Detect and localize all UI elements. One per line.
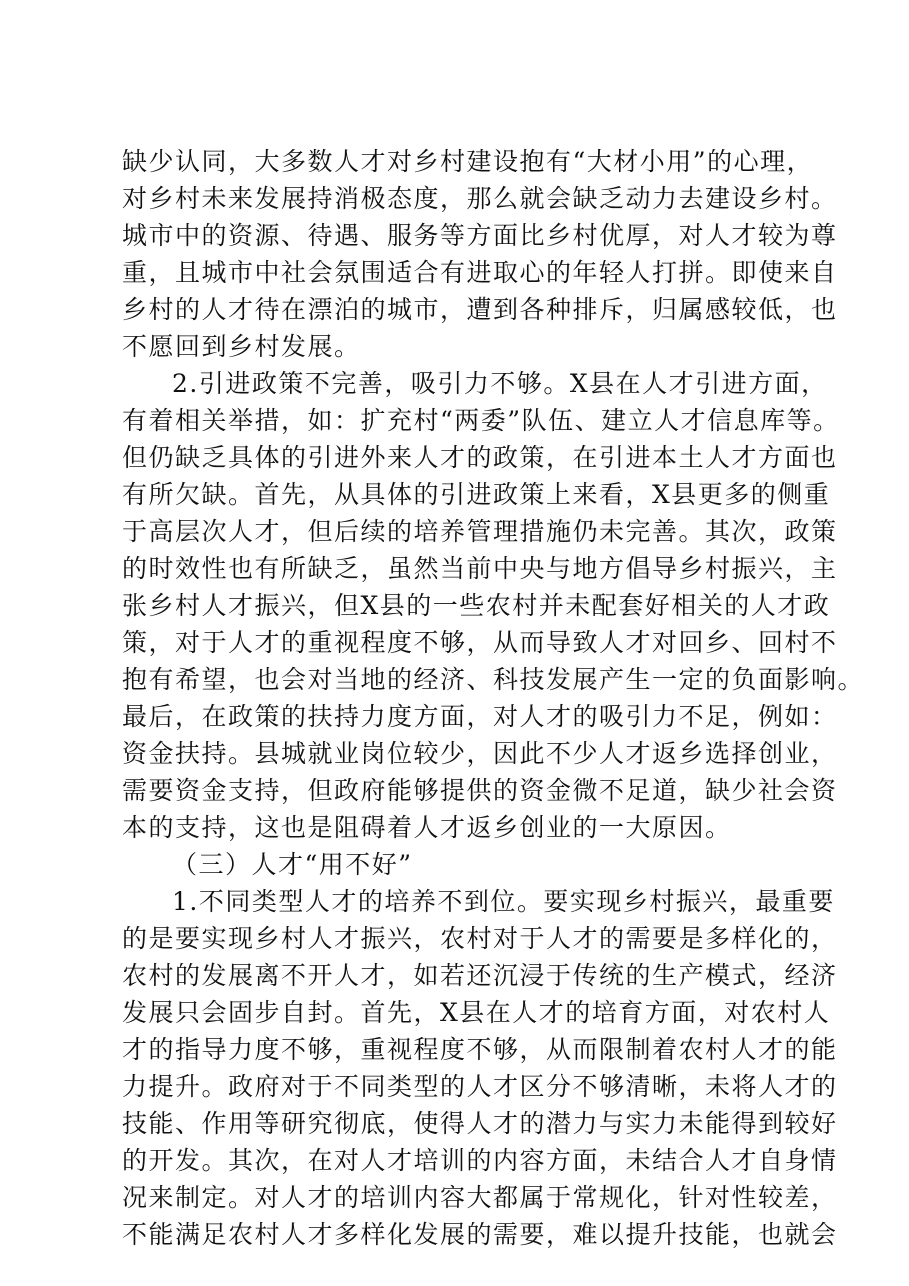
text-line: 对乡村未来发展持消极态度，那么就会缺乏动力去建设乡村。 xyxy=(122,184,838,213)
text-line: 乡村的人才待在漂泊的城市，遭到各种排斥，归属感较低，也 xyxy=(122,295,838,324)
text-line: 才的指导力度不够，重视程度不够，从而限制着农村人才的能 xyxy=(122,1035,838,1064)
text-line: 不能满足农村人才多样化发展的需要，难以提升技能，也就会 xyxy=(122,1220,838,1249)
text-line: 但仍缺乏具体的引进外来人才的政策，在引进本土人才方面也 xyxy=(122,443,838,472)
text-line: 需要资金支持，但政府能够提供的资金微不足道，缺少社会资 xyxy=(122,776,838,805)
body-text xyxy=(122,143,865,1253)
text-line: 本的支持，这也是阻碍着人才返乡创业的一大原因。 xyxy=(122,813,732,842)
text-line: 策，对于人才的重视程度不够，从而导致人才对回乡、回村不 xyxy=(122,628,838,657)
text-line: 力提升。政府对于不同类型的人才区分不够清晰，未将人才的 xyxy=(122,1072,838,1101)
text-line: 于高层次人才，但后续的培养管理措施仍未完善。其次，政策 xyxy=(122,517,838,546)
text-line: 最后，在政策的扶持力度方面，对人才的吸引力不足，例如： xyxy=(122,702,838,731)
text-line: 2.引进政策不完善，吸引力不够。X县在人才引进方面， xyxy=(172,369,828,398)
text-line: 城市中的资源、待遇、服务等方面比乡村优厚，对人才较为尊 xyxy=(122,221,838,250)
text-line: 有着相关举措，如：扩充村“两委”队伍、建立人才信息库等。 xyxy=(122,406,840,435)
text-line: 农村的发展离不开人才，如若还沉浸于传统的生产模式，经济 xyxy=(122,961,838,990)
text-line: 发展只会固步自封。首先，X县在人才的培育方面，对农村人 xyxy=(122,998,831,1027)
text-line: 抱有希望，也会对当地的经济、科技发展产生一定的负面影响。 xyxy=(122,665,865,694)
text-line: 的是要实现乡村人才振兴，农村对于人才的需要是多样化的， xyxy=(122,924,838,953)
text-line: 1.不同类型人才的培养不到位。要实现乡村振兴，最重要 xyxy=(172,887,835,916)
text-line: 技能、作用等研究彻底，使得人才的潜力与实力未能得到较好 xyxy=(122,1109,838,1138)
text-line: 重，且城市中社会氛围适合有进取心的年轻人打拼。即使来自 xyxy=(122,258,838,287)
section-heading: （三）人才“用不好” xyxy=(172,850,413,879)
text-line: 不愿回到乡村发展。 xyxy=(122,332,361,361)
text-line: 资金扶持。县城就业岗位较少，因此不少人才返乡选择创业， xyxy=(122,739,838,768)
text-line: 缺少认同，大多数人才对乡村建设抱有“大材小用”的心理， xyxy=(122,147,814,176)
text-line: 张乡村人才振兴，但X县的一些农村并未配套好相关的人才政 xyxy=(122,591,831,620)
text-line: 的时效性也有所缺乏，虽然当前中央与地方倡导乡村振兴，主 xyxy=(122,554,838,583)
text-line: 有所欠缺。首先，从具体的引进政策上来看，X县更多的侧重 xyxy=(122,480,831,509)
text-line: 的开发。其次，在对人才培训的内容方面，未结合人才自身情 xyxy=(122,1146,838,1175)
text-line: 况来制定。对人才的培训内容大都属于常规化，针对性较差， xyxy=(122,1183,838,1212)
